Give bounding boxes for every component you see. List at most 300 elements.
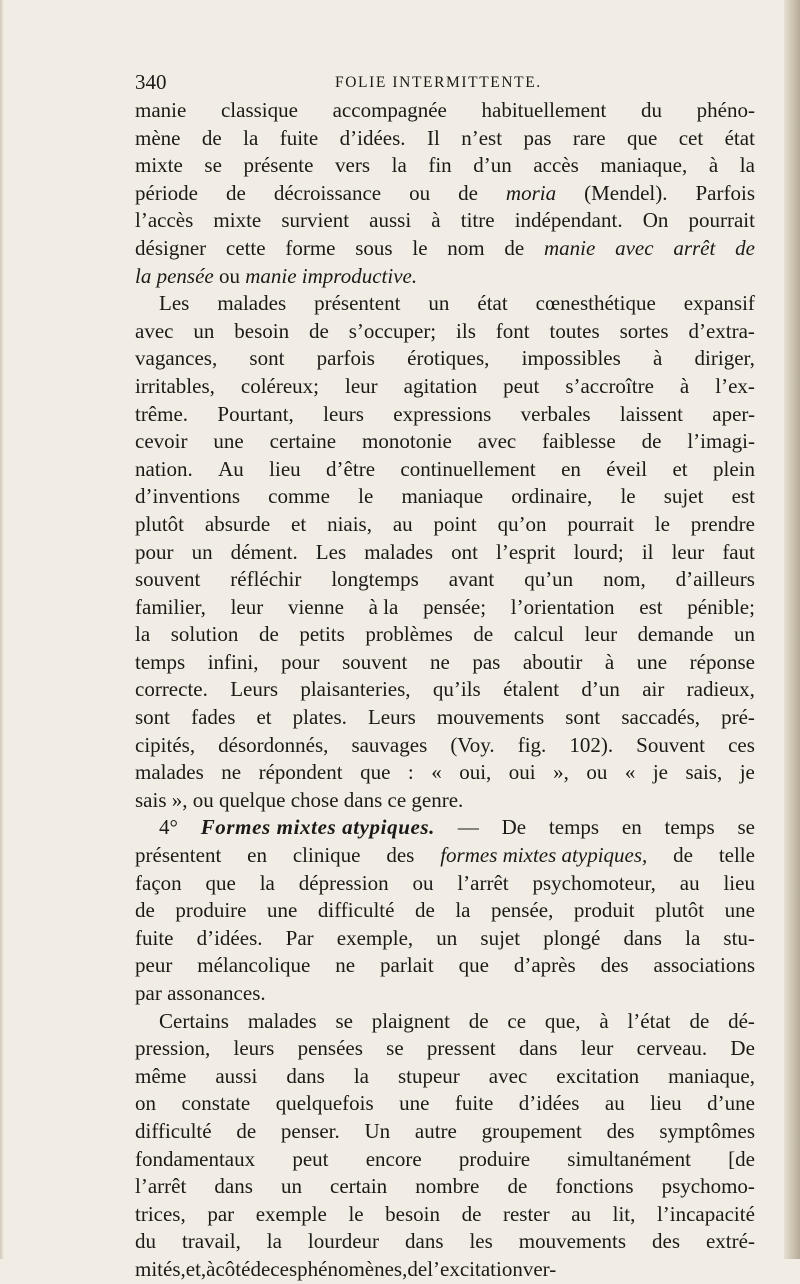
word: besoin — [234, 318, 290, 343]
word: d’idées. — [339, 125, 406, 150]
word: en — [621, 815, 642, 840]
text-line — [135, 759, 755, 787]
word: à — [708, 153, 719, 178]
word: Les — [315, 539, 347, 564]
word: avant — [448, 567, 495, 592]
word: au — [604, 1091, 625, 1116]
word: rare — [572, 125, 606, 150]
word: [de — [728, 1146, 755, 1171]
word: sont — [249, 346, 285, 371]
word: sauvages — [351, 732, 428, 757]
word: et — [672, 456, 688, 481]
word: familier, — [135, 594, 206, 619]
text-line — [135, 511, 755, 539]
word: la — [259, 870, 275, 895]
word: le — [358, 484, 374, 509]
word: (Mendel). — [584, 180, 668, 205]
word: agitation — [403, 373, 478, 398]
word: absurde — [204, 511, 271, 536]
word: maniaque, — [600, 153, 688, 178]
word: l’orientation — [510, 594, 615, 619]
text-line — [135, 787, 755, 815]
word: plutôt — [135, 511, 185, 536]
word: laissent — [619, 401, 683, 426]
word: malades — [364, 539, 434, 564]
word: une — [399, 1091, 430, 1116]
word: pressent — [426, 1036, 496, 1061]
word: d’inventions — [135, 484, 240, 509]
word: l’incapacité — [656, 1201, 755, 1226]
word: ces — [728, 732, 755, 757]
word: de — [201, 125, 222, 150]
text-line — [135, 373, 755, 401]
word: font — [495, 318, 530, 343]
text-line — [135, 649, 755, 677]
word: pression, — [135, 1036, 211, 1061]
word: fades — [191, 705, 236, 730]
word: autre — [414, 1118, 457, 1143]
word: sujet — [663, 484, 704, 509]
page-edge — [784, 0, 800, 1259]
word: Formes mixtes atypiques. — [200, 815, 436, 840]
text-line — [135, 97, 755, 125]
word: de — [308, 318, 329, 343]
word: mixte — [135, 153, 183, 178]
word: leur — [230, 594, 264, 619]
word: penser. — [280, 1118, 340, 1143]
word: désigner — [135, 235, 207, 260]
word: clinique — [292, 843, 361, 868]
word: Leurs — [367, 705, 416, 730]
word: ne — [221, 760, 242, 785]
text-line — [135, 814, 755, 842]
body-text — [135, 97, 755, 1284]
text-line — [135, 1201, 755, 1229]
word: maniaque — [401, 484, 484, 509]
word: ont — [451, 539, 478, 564]
word: l’arrêt — [135, 1174, 187, 1199]
word: parfois — [316, 346, 375, 371]
word: de — [225, 180, 246, 205]
word: peur — [135, 953, 173, 978]
word: aussi — [369, 208, 412, 233]
word: fuite — [135, 925, 174, 950]
word: d’une — [707, 1091, 755, 1116]
word: le — [654, 511, 670, 536]
word: Les — [159, 291, 190, 316]
word: avec — [615, 235, 654, 260]
word: cette — [225, 235, 266, 260]
word: aper- — [712, 401, 755, 426]
word: leurs — [323, 401, 364, 426]
word: cet — [678, 125, 704, 150]
word: nom — [447, 235, 485, 260]
word: associations — [653, 953, 755, 978]
word: symptômes — [659, 1118, 755, 1143]
word: temps — [664, 815, 715, 840]
word: aboutir — [522, 649, 583, 674]
word: la — [739, 153, 755, 178]
word: accompagnée — [332, 98, 447, 122]
word: décroissance — [273, 180, 382, 205]
word: pour — [281, 649, 320, 674]
word: à — [679, 373, 690, 398]
word: que — [626, 125, 658, 150]
word: pensées — [297, 1036, 363, 1061]
text-line — [135, 345, 755, 373]
word: que, — [544, 1008, 581, 1033]
word: il — [641, 539, 654, 564]
word: mouvements — [518, 1229, 627, 1254]
word: trices, — [135, 1201, 186, 1226]
page-number: 340 — [135, 70, 167, 94]
word: », — [553, 760, 569, 785]
word: — — [457, 815, 479, 840]
word: la — [135, 622, 151, 647]
word-fragment: manie improductive. — [245, 263, 418, 288]
word: d’être — [326, 456, 376, 481]
word: sont — [565, 705, 601, 730]
word: demande — [637, 622, 714, 647]
word: de — [135, 898, 155, 923]
word: formes mixtes atypiques, — [440, 843, 648, 868]
word: se — [737, 815, 755, 840]
word: qu’un — [524, 567, 574, 592]
word: état — [724, 125, 755, 150]
word: répondent — [258, 760, 343, 785]
word: le — [412, 235, 428, 260]
word: 4° — [159, 815, 178, 840]
word: une — [267, 898, 298, 923]
word: ces — [270, 1256, 298, 1281]
word: se — [204, 153, 222, 178]
word: de — [414, 898, 435, 923]
text-line — [135, 1146, 755, 1174]
word — [135, 263, 417, 291]
word: par assonances. — [135, 981, 266, 1005]
text-line — [135, 1256, 755, 1284]
word: cerveau. — [636, 1036, 708, 1061]
word: de — [673, 843, 693, 868]
word: se — [386, 1036, 404, 1061]
word: ce — [507, 1008, 527, 1033]
word: De — [730, 1036, 755, 1061]
word: leurs — [233, 1036, 275, 1061]
word: fondamentaux — [135, 1146, 256, 1171]
word: difficulté — [317, 898, 395, 923]
word: correcte. — [135, 677, 208, 702]
word: à — [431, 208, 441, 233]
word: temps — [135, 649, 186, 674]
word: même — [135, 1063, 187, 1088]
word: Au — [218, 456, 244, 481]
text-line — [135, 842, 755, 870]
word: dans — [286, 1063, 325, 1088]
word: impossibles — [521, 346, 621, 371]
word: quelquefois — [275, 1091, 374, 1116]
text-line — [135, 152, 755, 180]
word: la — [685, 925, 701, 950]
text-line — [135, 235, 755, 263]
word: un — [734, 622, 755, 647]
word: 102). — [569, 732, 614, 757]
word: l’ex- — [715, 373, 755, 398]
word: classique — [220, 98, 298, 122]
text-line — [135, 263, 755, 291]
text-line — [135, 483, 755, 511]
running-title: FOLIE INTERMITTENTE. — [335, 74, 542, 91]
word: plongé — [543, 925, 601, 950]
word: la — [353, 1063, 369, 1088]
text-line — [135, 401, 755, 429]
text-line — [135, 539, 755, 567]
word: désordonnés, — [218, 732, 329, 757]
word: faiblesse — [542, 429, 616, 454]
text-line — [135, 870, 755, 898]
word: travail, — [181, 1229, 241, 1254]
word: arrêt — [673, 235, 716, 260]
word: Parfois — [695, 180, 755, 205]
word: un — [193, 318, 215, 343]
word: « — [624, 760, 636, 785]
word: mène — [135, 125, 181, 150]
word: indépendant. — [514, 208, 623, 233]
word: sujet — [480, 925, 521, 950]
word: rester — [502, 1201, 550, 1226]
word: leur — [584, 622, 618, 647]
word: de — [258, 622, 279, 647]
word: de — [641, 429, 662, 454]
word: de — [461, 1201, 482, 1226]
word: souvent — [342, 649, 408, 674]
word: réponse — [689, 649, 755, 674]
word: qu’ils — [432, 677, 481, 702]
word: à la — [368, 594, 399, 619]
word: forme — [285, 235, 336, 260]
word: survient — [281, 208, 350, 233]
word: que — [458, 953, 489, 978]
word: exemple, — [336, 925, 414, 950]
word: habituellement — [481, 98, 607, 122]
word: le — [620, 484, 636, 509]
word: fuite — [279, 125, 319, 150]
word: psychomoteur, — [532, 870, 656, 895]
word: stupeur — [397, 1063, 460, 1088]
text-line — [135, 594, 755, 622]
text-line — [135, 925, 755, 953]
word: d’après — [513, 953, 576, 978]
text-line — [135, 732, 755, 760]
word: pénible; — [687, 594, 755, 619]
word: dé- — [728, 1008, 755, 1033]
word: groupement — [481, 1118, 582, 1143]
word: simultanément — [567, 1146, 691, 1171]
word: de — [507, 1174, 528, 1199]
word: état — [477, 291, 508, 316]
word: vienne — [287, 594, 344, 619]
word: présentent — [135, 843, 222, 868]
word: du — [135, 1229, 156, 1254]
word: l’arrêt — [457, 870, 509, 895]
word: toutes — [549, 318, 600, 343]
word: peut — [503, 373, 540, 398]
word: cevoir — [135, 429, 188, 454]
word: Il — [426, 125, 440, 150]
word: mixte — [213, 208, 262, 233]
word: malades — [135, 760, 204, 785]
word: peut — [292, 1146, 329, 1171]
word: Un — [364, 1118, 391, 1143]
word: côté — [215, 1256, 251, 1281]
word: prendre — [690, 511, 755, 536]
word: n’est — [461, 125, 503, 150]
word: oui, — [459, 760, 492, 785]
word: des — [386, 843, 415, 868]
text-line — [135, 207, 755, 235]
word: par — [207, 1201, 235, 1226]
text-line — [135, 428, 755, 456]
word: nombre — [415, 1174, 480, 1199]
text-line — [135, 980, 755, 1008]
word: les — [469, 1229, 493, 1254]
word: On — [642, 208, 669, 233]
word: petits — [299, 622, 345, 647]
word: d’extra- — [688, 318, 755, 343]
word: nation. — [135, 456, 193, 481]
text-line — [135, 704, 755, 732]
word: éveil — [606, 456, 648, 481]
word: monotonie — [362, 429, 452, 454]
word: d’idées. — [196, 925, 263, 950]
word: la — [391, 153, 407, 178]
word: fin — [428, 153, 452, 178]
word: maniaque, — [668, 1063, 755, 1088]
word: des — [606, 1118, 635, 1143]
word: un — [428, 291, 450, 316]
word: certain — [330, 1174, 388, 1199]
word: sous — [355, 235, 393, 260]
word: plein — [712, 456, 755, 481]
word: saccadés, — [621, 705, 701, 730]
word: de — [250, 1256, 271, 1281]
word: lit, — [612, 1201, 636, 1226]
word: parlait — [380, 953, 434, 978]
word: ou — [409, 180, 431, 205]
text-line — [135, 566, 755, 594]
word: à — [599, 1008, 609, 1033]
word: de — [236, 1118, 257, 1143]
text-line — [135, 621, 755, 649]
word: malades — [217, 291, 287, 316]
word: mités, — [135, 1256, 186, 1281]
word: l’imagi- — [687, 429, 755, 454]
word: produire — [175, 898, 247, 923]
word: à — [653, 346, 663, 371]
word: avec — [477, 429, 517, 454]
word: à — [604, 649, 615, 674]
word: lieu — [723, 870, 755, 895]
word: problèmes — [365, 622, 453, 647]
text-line — [135, 180, 755, 208]
word: dément. — [230, 539, 298, 564]
word: réfléchir — [230, 567, 302, 592]
word: au — [679, 870, 700, 895]
word: sortes — [619, 318, 669, 343]
word: mouvements — [436, 705, 545, 730]
word: air — [642, 677, 665, 702]
word: l’état — [627, 1008, 671, 1033]
word: je — [739, 760, 755, 785]
word: plaisanteries, — [300, 677, 411, 702]
word: pourrait — [567, 511, 634, 536]
text-line — [135, 1173, 755, 1201]
word: à — [206, 1256, 216, 1281]
word: : — [407, 760, 414, 785]
word: présente — [243, 153, 314, 178]
word: cipités, — [135, 732, 196, 757]
word: de — [458, 180, 478, 205]
word: infini, — [207, 649, 259, 674]
word: fig. — [517, 732, 547, 757]
word: se — [335, 1008, 353, 1033]
word: fuite — [454, 1091, 494, 1116]
word: manie — [544, 235, 596, 260]
word: « — [431, 760, 442, 785]
word: niais, — [327, 511, 372, 536]
word: lourdeur — [307, 1229, 380, 1254]
word: une — [213, 429, 244, 454]
word: est — [639, 594, 663, 619]
word: s’occuper; — [348, 318, 437, 343]
word: constate — [181, 1091, 251, 1116]
text-line — [135, 676, 755, 704]
word: diriger, — [694, 346, 755, 371]
word: dans — [518, 1036, 558, 1061]
word: de — [735, 235, 755, 260]
word: encore — [365, 1146, 422, 1171]
word: calcul — [513, 622, 564, 647]
text-line — [135, 1118, 755, 1146]
text-line — [135, 1008, 755, 1036]
word: pensée, — [490, 898, 554, 923]
word: de — [473, 622, 494, 647]
word: coléreux; — [240, 373, 320, 398]
word: un — [191, 539, 213, 564]
word: dans — [623, 925, 662, 950]
word: pourrait — [688, 208, 755, 233]
word: leur — [671, 539, 705, 564]
word: pré- — [721, 705, 755, 730]
word: certaine — [269, 429, 337, 454]
word: mélancolique — [197, 953, 311, 978]
word: manie — [135, 98, 187, 122]
word: je — [652, 760, 668, 785]
word: plaignent — [371, 1008, 450, 1033]
word: cœnesthétique — [535, 291, 656, 316]
word: du — [640, 98, 662, 122]
word: titre — [460, 208, 495, 233]
word: comme — [268, 484, 330, 509]
word: de — [468, 1008, 489, 1033]
word: de — [689, 1008, 710, 1033]
word: une — [724, 898, 755, 923]
word: ordinaire, — [511, 484, 593, 509]
word: faut — [722, 539, 755, 564]
word: que — [360, 760, 391, 785]
word-fragment: la pensée — [135, 263, 214, 288]
word: point — [433, 511, 477, 536]
word: en — [247, 843, 267, 868]
